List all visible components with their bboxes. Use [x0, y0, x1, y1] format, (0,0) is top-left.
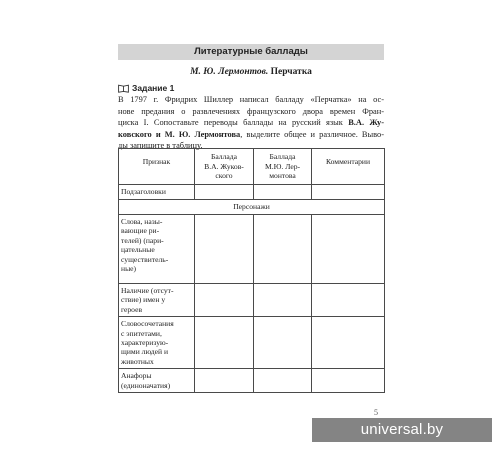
row-anaphora-l2: (единоначатия)	[121, 380, 171, 390]
task-label: Задание 1	[132, 83, 175, 93]
table-header-row	[119, 149, 385, 185]
section-banner: Литературные баллады	[118, 44, 384, 60]
task-heading	[118, 82, 174, 94]
watermark-logo: universal.by	[312, 418, 492, 442]
row-words-l6: ные)	[121, 264, 137, 274]
task-line-5: ды запишите в таблицу.	[118, 141, 203, 151]
table-row	[119, 185, 385, 200]
task-line-1: В 1797 г. Фридрих Шиллер написал балладу «Перчатка» на ос-	[118, 95, 384, 104]
row-words-l3: телей) (пари-	[121, 235, 164, 245]
header-zhukovsky-l1: Баллада	[211, 152, 237, 162]
table-cell	[312, 215, 385, 284]
row-words-l1: Слова, назы-	[121, 217, 163, 226]
row-words-l5: существитель-	[121, 254, 169, 264]
table-cell	[254, 369, 312, 393]
header-lermontov-l2: М.Ю. Лер-	[264, 161, 301, 171]
subtitle-author: М. Ю. Лермонтов.	[190, 67, 269, 77]
row-words-l2: вающие ри-	[121, 226, 160, 236]
header-lermontov	[254, 149, 312, 185]
translator-name-1-part: В.А. Жу-	[348, 118, 384, 128]
task-line-3-text: циска I. Сопоставьте переводы баллады на русский язык	[118, 118, 343, 128]
table-cell	[254, 215, 312, 284]
table-cell	[312, 317, 385, 369]
table-cell	[195, 284, 254, 317]
row-epithets-label	[119, 317, 195, 369]
table-row	[119, 317, 385, 369]
table-cell	[254, 317, 312, 369]
task-line-4	[118, 129, 384, 141]
table-cell	[195, 369, 254, 393]
task-text	[118, 94, 384, 152]
task-line-4-rest: , выделите общее и различное. Выво-	[240, 129, 384, 139]
table-cell	[195, 317, 254, 369]
row-epithets-l1: Словосочетания	[121, 319, 174, 329]
row-names-l3: героев	[121, 304, 143, 314]
header-zhukovsky-l2: В.А. Жуков-	[204, 161, 244, 171]
translator-name-1-rest: ковского	[118, 129, 152, 139]
row-subtitles-label: Подзаголовки	[119, 185, 195, 200]
task-line-2: нове предания о развлечениях французского двора времен Фран-	[118, 106, 384, 116]
header-zhukovsky-l3: ского	[215, 171, 233, 181]
row-epithets-l2: с эпитетами,	[121, 328, 162, 338]
row-anaphora-label	[119, 369, 195, 393]
row-names-l1: Наличие (отсут-	[121, 286, 174, 295]
row-epithets-l4: щими людей и	[121, 347, 169, 357]
header-lermontov-l3: монтова	[269, 171, 296, 181]
work-subtitle	[118, 66, 384, 78]
header-feature: Признак	[119, 149, 195, 185]
book-icon	[118, 84, 129, 93]
table-cell	[312, 185, 385, 200]
row-epithets-l3: характеризую-	[121, 338, 169, 348]
header-lermontov-l1: Баллада	[269, 152, 296, 162]
comparison-table	[118, 148, 385, 393]
table-cell	[312, 284, 385, 317]
subtitle-work: Перчатка	[270, 67, 312, 77]
task-line-3	[118, 117, 384, 129]
table-cell	[254, 284, 312, 317]
table-row	[119, 284, 385, 317]
page-number: 5	[374, 408, 378, 417]
table-cell	[312, 369, 385, 393]
row-names-label	[119, 284, 195, 317]
row-names-l2: ствие) имен у	[121, 295, 166, 305]
table-row	[119, 215, 385, 284]
table-section-row	[119, 200, 385, 215]
row-anaphora-l1: Анафоры	[121, 371, 152, 381]
row-words-label	[119, 215, 195, 284]
table-cell	[254, 185, 312, 200]
section-characters: Персонажи	[119, 200, 385, 215]
header-comments: Комментарии	[312, 149, 385, 185]
conjunction: и	[151, 129, 165, 139]
table-row	[119, 369, 385, 393]
row-words-l4: цательные	[121, 245, 155, 255]
table-cell	[195, 215, 254, 284]
translator-name-2: М. Ю. Лермонтова	[164, 129, 241, 139]
row-epithets-l5: животных	[121, 356, 154, 366]
header-zhukovsky	[195, 149, 254, 185]
table-cell	[195, 185, 254, 200]
